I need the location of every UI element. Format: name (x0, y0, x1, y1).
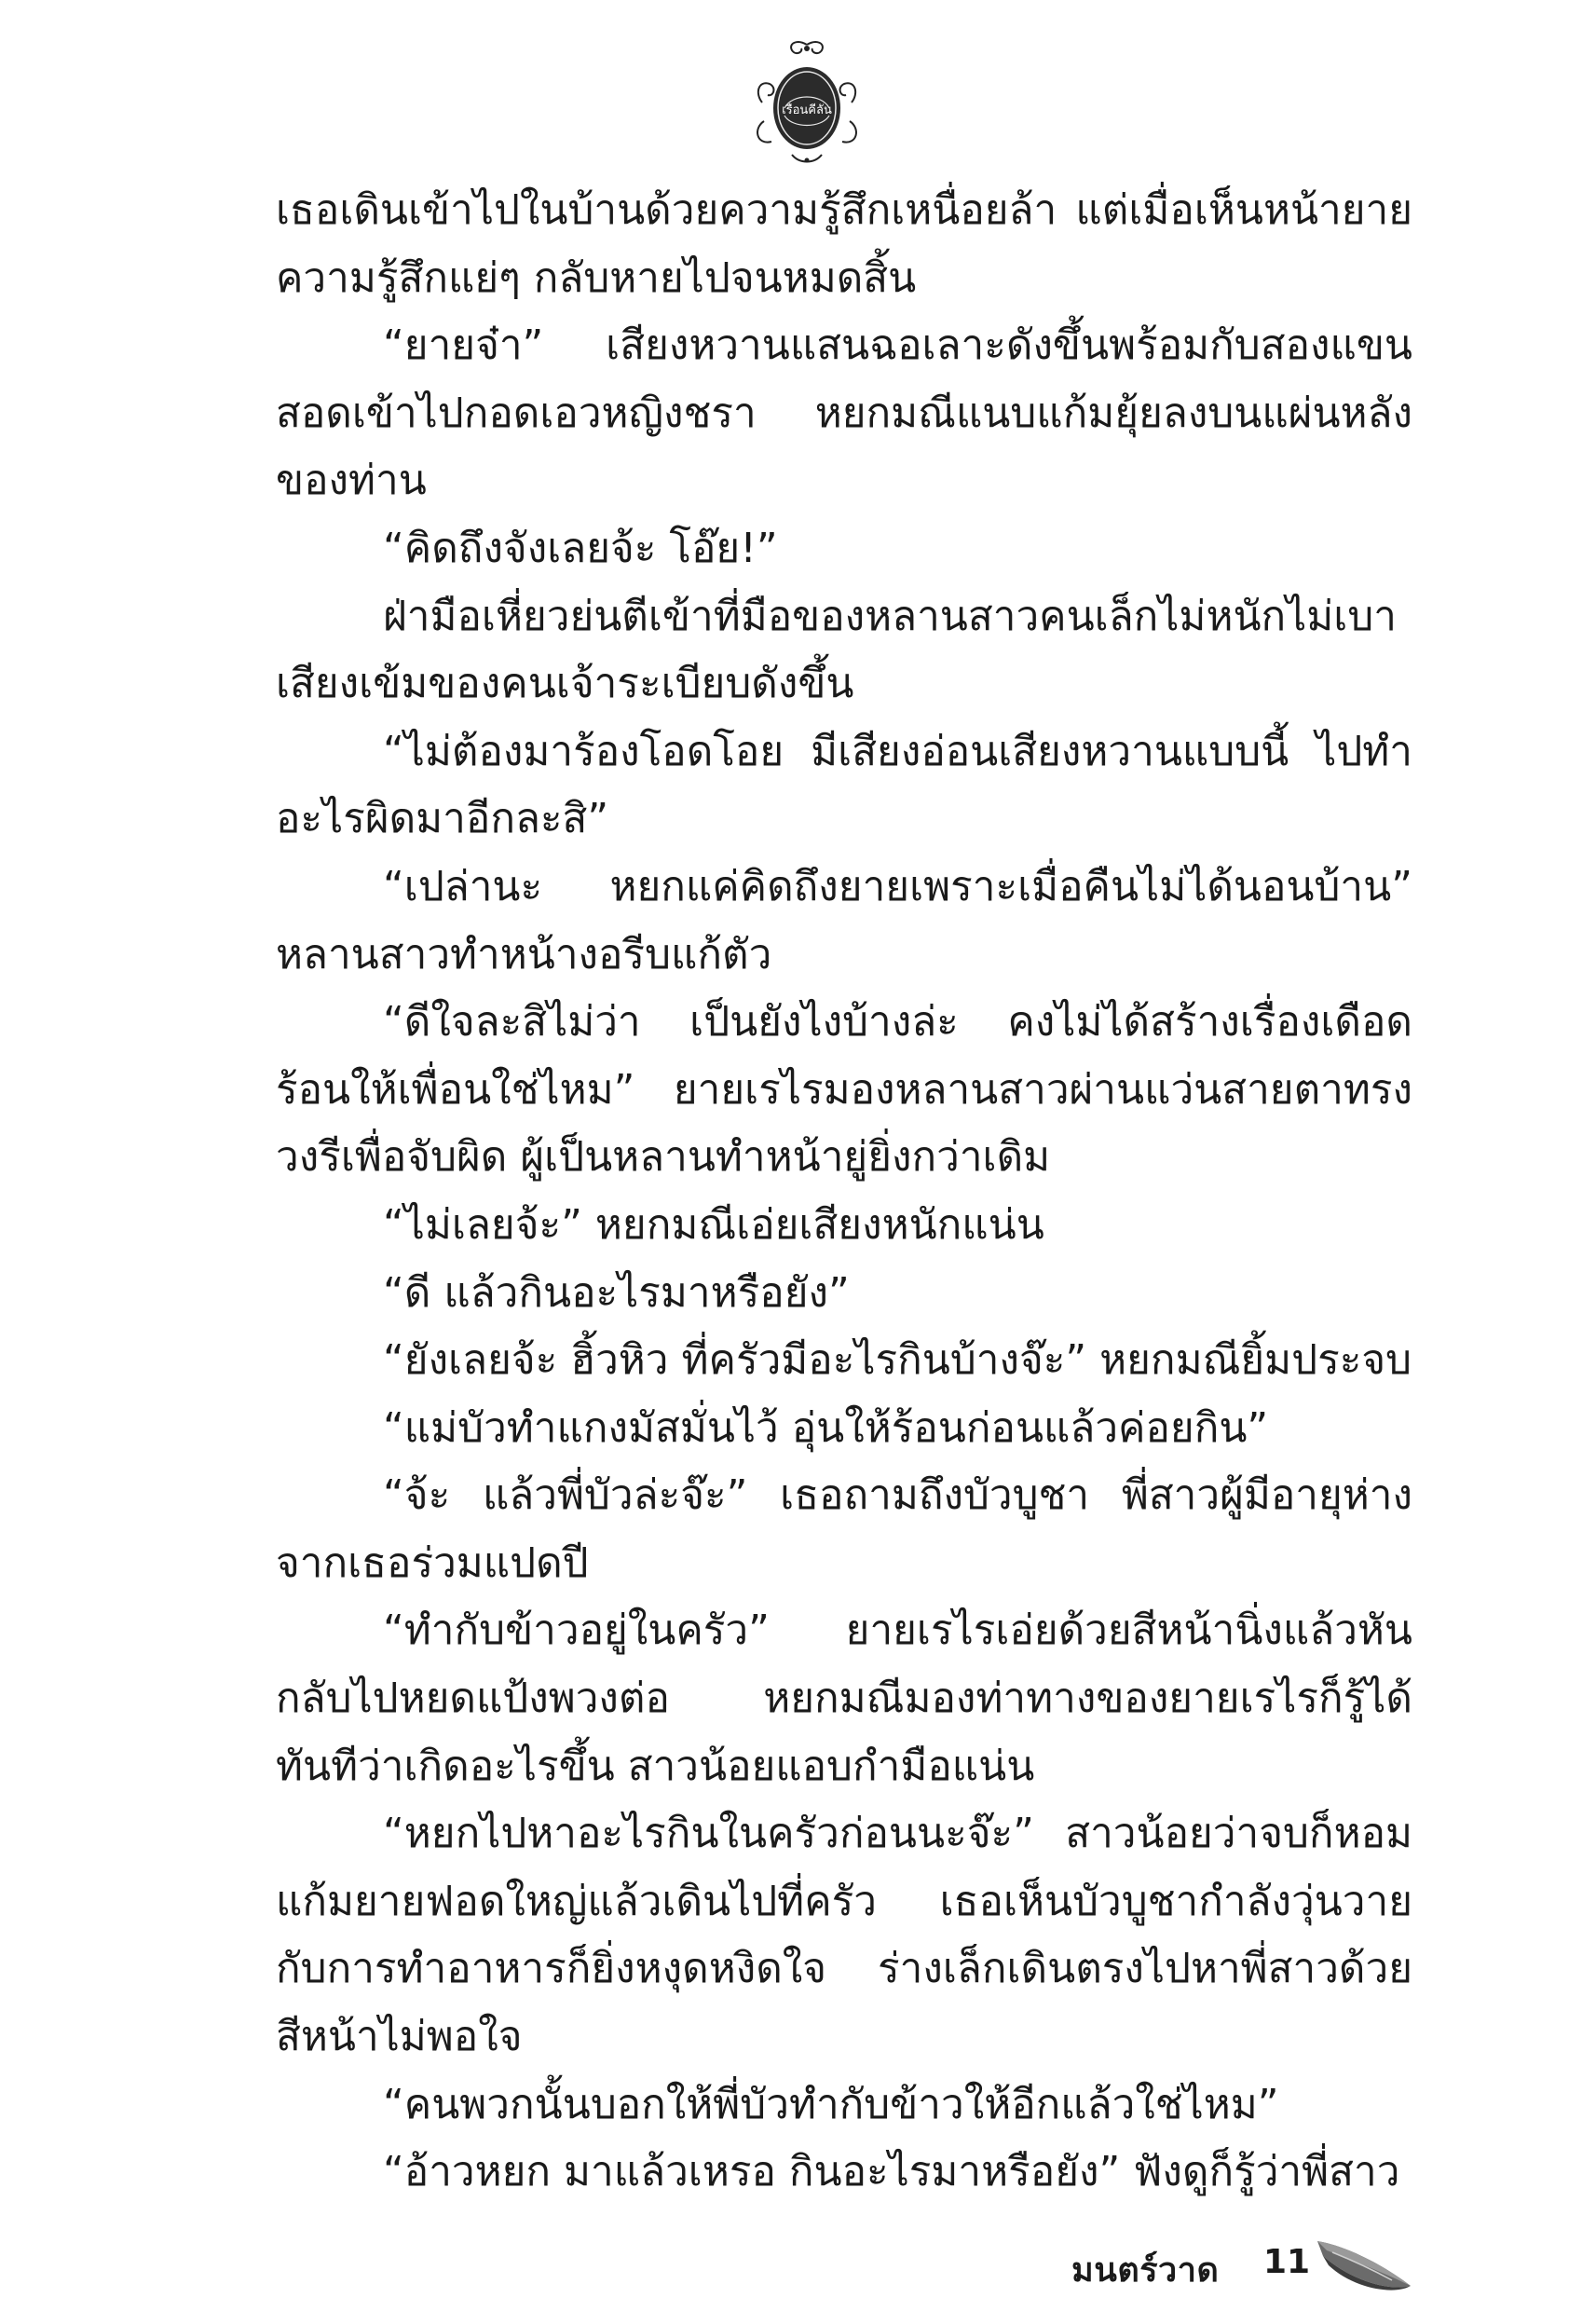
paragraph: “หยกไปหาอะไรกินในครัวก่อนนะจ๊ะ” สาวน้อยว่าจบก็หอมแก้มยายฟอดใหญ่แล้วเดินไปที่ครัว เธอเห็นบัวบูชากำลังวุ่นวายกับการทำอาหารก็ยิ่งหงุดหงิดใจ ร่างเล็กเดินตรงไปหาพี่สาวด้วยสีหน้าไม่พอใจ (276, 1810, 1412, 2061)
ornamental-emblem-icon (751, 37, 863, 168)
paragraph: “อ้าวหยก มาแล้วเหรอ กินอะไรมาหรือยัง” ฟังดูก็รู้ว่าพี่สาว (383, 2148, 1400, 2196)
paragraph: “คิดถึงจังเลยจ้ะ โอ๊ย!” (383, 524, 778, 572)
paragraph: เธอเดินเข้าไปในบ้านด้วยความรู้สึกเหนื่อยล้า แต่เมื่อเห็นหน้ายาย ความรู้สึกแย่ๆ กลับหายไปจนหมดสิ้น (276, 186, 1412, 302)
body-text (276, 177, 1412, 2207)
paragraph: “ดี แล้วกินอะไรมาหรือยัง” (383, 1268, 850, 1317)
paragraph: “ทำกับข้าวอยู่ในครัว” ยายเรไรเอ่ยด้วยสีหน้านิ่งแล้วหันกลับไปหยดแป้งพวงต่อ หยกมณีมองท่าทางของยายเรไรก็รู้ได้ทันทีว่าเกิดอะไรขึ้น สาวน้อยแอบกำมือแน่น (276, 1607, 1412, 1790)
paragraph: “แม่บัวทำแกงมัสมั่นไว้ อุ่นให้ร้อนก่อนแล้วค่อยกิน” (383, 1403, 1269, 1452)
paragraph: “ยังเลยจ้ะ ฮิ้วหิว ที่ครัวมีอะไรกินบ้างจ๊ะ” หยกมณียิ้มประจบ (383, 1336, 1412, 1385)
book-title: มนตร์วาด (1071, 2251, 1220, 2290)
boat-icon (1314, 2224, 1416, 2299)
paragraph: ฝ่ามือเหี่ยวย่นตีเข้าที่มือของหลานสาวคนเล็กไม่หนักไม่เบา เสียงเข้มของคนเจ้าระเบียบดังขึ้น (276, 592, 1397, 708)
page-number: 11 (1263, 2243, 1311, 2281)
paragraph: “คนพวกนั้นบอกให้พี่บัวทำกับข้าวให้อีกแล้วใช่ไหม” (383, 2080, 1279, 2128)
paragraph: “เปล่านะ หยกแค่คิดถึงยายเพราะเมื่อคืนไม่ได้นอนบ้าน” หลานสาวทำหน้างอรีบแก้ตัว (276, 862, 1412, 978)
paragraph: “ยายจ๋า” เสียงหวานแสนฉอเลาะดังขึ้นพร้อมกับสองแขนสอดเข้าไปกอดเอวหญิงชรา หยกมณีแนบแก้มยุ้ยลงบนแผ่นหลังของท่าน (276, 321, 1412, 505)
paragraph: “ไม่ต้องมาร้องโอดโอย มีเสียงอ่อนเสียงหวานแบบนี้ ไปทำอะไรผิดมาอีกละสิ” (276, 727, 1412, 843)
page-footer (1071, 2232, 1416, 2306)
paragraph: “จ้ะ แล้วพี่บัวล่ะจ๊ะ” เธอถามถึงบัวบูชา พี่สาวผู้มีอายุห่างจากเธอร่วมแปดปี (276, 1471, 1412, 1587)
logo-lettering: เรือนคีลัน (782, 103, 832, 117)
paragraph: “ดีใจละสิไม่ว่า เป็นยังไงบ้างล่ะ คงไม่ได้สร้างเรื่องเดือดร้อนให้เพื่อนใช่ไหม” ยายเรไรมองหลานสาวผ่านแว่นสายตาทรงวงรีเพื่อจับผิด ผู้เป็นหลานทำหน้ายู่ยิ่งกว่าเดิม (276, 998, 1412, 1182)
paragraph: “ไม่เลยจ้ะ” หยกมณีเอ่ยเสียงหนักแน่น (383, 1200, 1044, 1249)
